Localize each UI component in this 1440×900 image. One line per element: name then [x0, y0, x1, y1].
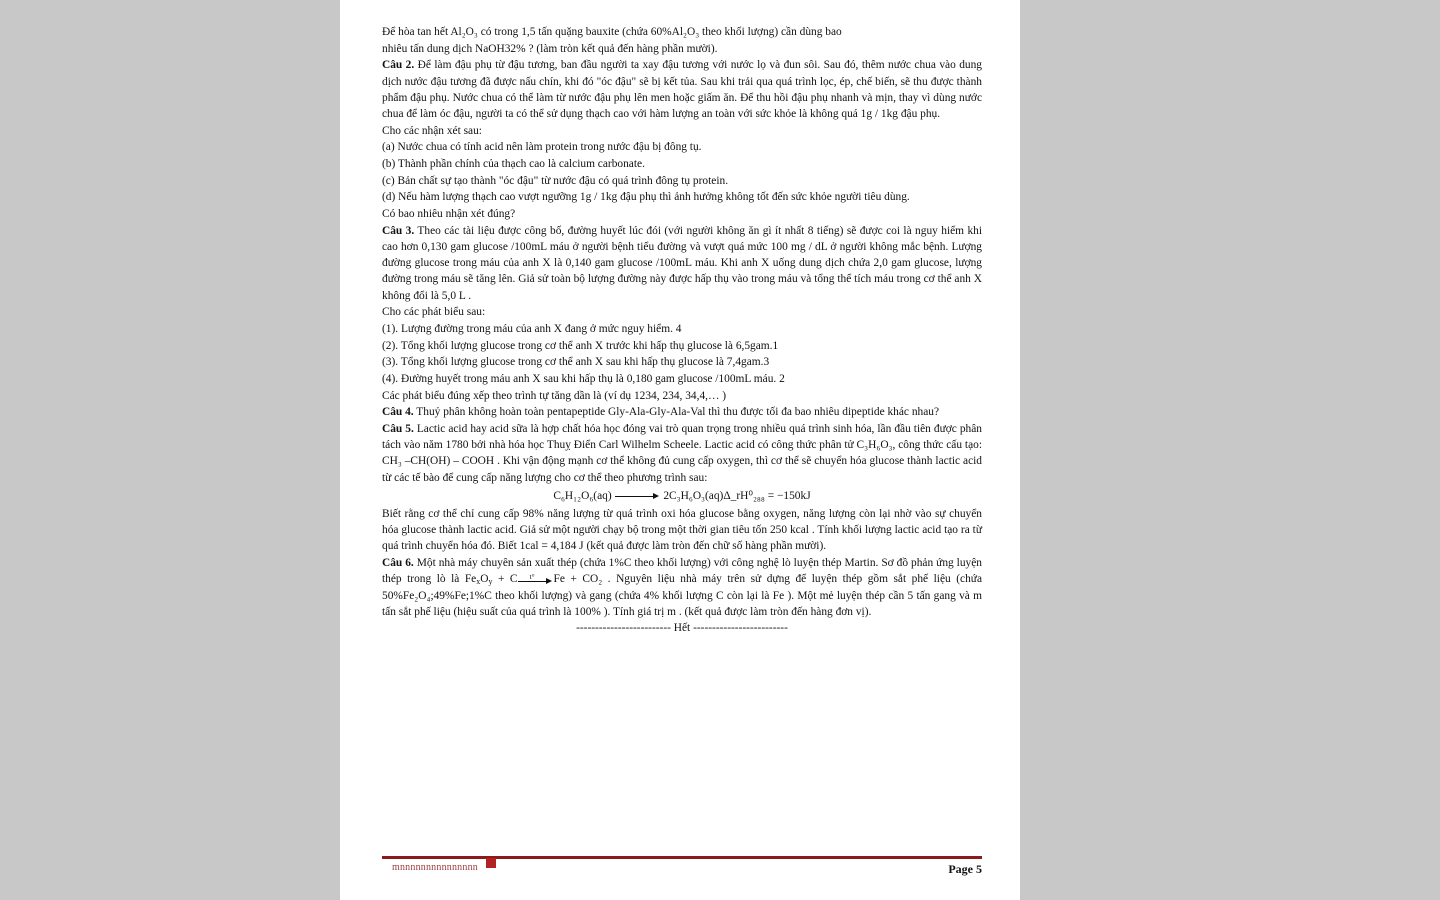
question-6-text-1: Một nhà máy chuyên sản xuất thép (chứa 1%C theo khối lượng) với công nghệ lò luyện thép Martin. Sơ đồ phản ứng luyện thép trong lò là	[382, 557, 982, 586]
footer-watermark: mnnnnnnnnnnnnnnn	[392, 862, 478, 873]
paragraph-question-2	[382, 57, 982, 122]
question-3-label: Câu 3.	[382, 224, 415, 237]
question-3-text: Theo các tài liệu được công bố, đường huyết lúc đói (với người không ăn gì ít nhất 8 tiếng) sẽ được coi là nguy hiểm khi cao hơn 0,130 gam glucose /100mL máu ở người bệnh tiểu đường và vượt quá mức 100 mg / dL ở người không mắc bệnh. Lượng đường glucose trong máu của anh X là 0,140 gam glucose /100mL máu. Khi anh X uống dung dịch chứa 2,0 gam glucose, lượng đường trong máu sẽ tăng lên. Giả sử toàn bộ lượng đường này được hấp thụ vào trong máu và tổng thể tích máu trong cơ thể anh X không đổi là 5,0 L .	[382, 224, 982, 302]
statement-q3-3: (3). Tổng khối lượng glucose trong cơ thể anh X sau khi hấp thụ glucose là 7,4gam.3	[382, 356, 770, 369]
equation-steel-condition: t°	[529, 572, 535, 582]
paragraph-q2-ask: Có bao nhiêu nhận xét đúng?	[382, 208, 516, 221]
equation-steel-plus-c: + C	[492, 573, 518, 586]
equation-steel-o: O	[480, 573, 489, 586]
footer-badge-icon	[486, 858, 496, 868]
question-5-label: Câu 5.	[382, 423, 414, 435]
page-content	[382, 24, 982, 637]
equation-steel	[465, 573, 611, 585]
paragraph-q2-prompt: Cho các nhận xét sau:	[382, 124, 482, 137]
equation-lactic	[382, 488, 982, 504]
equation-steel-right: Fe + CO₂ .	[553, 573, 611, 586]
question-2-label: Câu 2.	[382, 59, 415, 72]
document-page	[340, 0, 1020, 900]
statement-q2-b: (b) Thành phần chính của thạch cao là calcium carbonate.	[382, 158, 645, 170]
question-6-label: Câu 6.	[382, 557, 414, 569]
paragraph-q1-tail-line2: nhiêu tấn dung dịch NaOH32% ? (làm tròn kết quả đến hàng phần mười).	[382, 42, 718, 55]
equation-lactic-right: 2C₃H₆O₃(aq)Δ_rH⁰₂₈₈ = −150kJ	[663, 489, 811, 502]
paragraph-question-3	[382, 223, 982, 304]
question-4-label: Câu 4.	[382, 406, 414, 419]
question-6-text-2: Nguyên liệu nhà máy trên sử dựng để luyện thép gồm sắt phế liệu (chứa 50%Fe₂O₄;49%Fe;1%C theo khối lượng) và gang (chứa 4% khối lượng C còn lại là Fe ). Một mẻ luyện thép cần 5 tấn gang và m tấn sắt phế liệu (hiệu suất của quá trình là 100% ). Tính giá trị m . (kết quả được làm tròn đến hàng đơn vị).	[382, 573, 983, 618]
reaction-arrow-icon	[615, 491, 661, 501]
paragraph-question-4	[382, 404, 982, 420]
end-marker: ------------------------- Hết -------------------------	[576, 622, 788, 635]
equation-steel-fe: Fe	[464, 573, 477, 586]
equation-lactic-left: C₆H₁₂O₆(aq)	[553, 489, 612, 502]
equation-steel-y: y	[488, 577, 493, 587]
question-2-text: Để làm đậu phụ từ đậu tương, ban đầu người ta xay đậu tương với nước lọ và đun sôi. Sau đó, thêm nước chua vào dung dịch nước đậu tương đã được nấu chín, khi đó "óc đậu" sẽ bị kết tủa. Sau khi trải qua quá trình lọc, ép, chế biến, sẽ thu được thành phẩm đậu phụ. Nước chua có thể làm từ nước đậu phụ lên men hoặc giấm ăn. Để thu hồi đậu phụ nhanh và mịn, thay vì dùng nước chua để làm óc đậu, người ta có thể sử dụng thạch cao với hàm lượng an toàn với sức khỏe là không quá 1g / 1kg đậu phụ.	[382, 59, 982, 120]
statement-q3-4: (4). Đường huyết trong máu anh X sau khi hấp thụ là 0,180 gam glucose /100mL máu. 2	[382, 372, 785, 385]
page-footer	[382, 856, 982, 882]
statement-q3-2: (2). Tổng khối lượng glucose trong cơ thể anh X trước khi hấp thụ glucose là 6,5gam.1	[382, 339, 779, 352]
question-5-text: Lactic acid hay acid sữa là hợp chất hóa học đóng vai trò quan trọng trong nhiều quá trình sinh hóa, lần đầu tiên được phân tách vào năm 1780 bởi nhà hóa học Thuỵ Điển Carl Wilhelm Scheele. Lactic acid có công thức phân tử C₃H₆O₃, công thức cấu tạo: CH₃ –CH(OH) – COOH . Khi vận động mạnh cơ thể không đủ cung cấp oxygen, thì cơ thể sẽ chuyển hóa glucose thành lactic acid từ các tế bào để cung cấp năng lượng cho cơ thể theo phương trình sau:	[382, 423, 982, 484]
paragraph-q3-ask: Các phát biểu đúng xếp theo trình tự tăng dần là (ví dụ 1234, 234, 34,4,… )	[382, 389, 727, 402]
paragraph-question-5	[382, 421, 982, 486]
statement-q3-1: (1). Lượng đường trong máu của anh X đang ở mức nguy hiểm. 4	[382, 322, 682, 335]
paragraph-q5-text-2: Biết rằng cơ thể chỉ cung cấp 98% năng lượng từ quá trình oxi hóa glucose bằng oxygen, năng lượng còn lại nhờ vào sự chuyển hóa glucose thành lactic acid. Giả sử một người chạy bộ trong một thời gian tiêu tốn 250 kcal . Tính khối lượng lactic acid tạo ra từ quá trình chuyển hóa đó. Biết 1cal = 4,184 J (kết quả được làm tròn đến chữ số hàng phần mười).	[382, 507, 982, 553]
equation-steel-x: x	[476, 577, 481, 587]
paragraph-q1-tail-line1: Để hòa tan hết Al₂O₃ có trong 1,5 tấn quặng bauxite (chứa 60%Al₂O₃ theo khối lượng) cần dùng bao	[382, 26, 842, 38]
paragraph-q3-prompt: Cho các phát biểu sau:	[382, 306, 486, 319]
question-4-text: Thuỷ phân không hoàn toàn pentapeptide Gly-Ala-Gly-Ala-Val thì thu được tối đa bao nhiêu dipeptide khác nhau?	[413, 406, 940, 419]
reaction-arrow-temp-icon	[518, 574, 554, 585]
statement-q2-d: (d) Nếu hàm lượng thạch cao vượt ngưỡng 1g / 1kg đậu phụ thì ảnh hưởng không tốt đến sức khỏe người tiêu dùng.	[382, 191, 910, 204]
footer-divider	[382, 856, 982, 859]
statement-q2-a: (a) Nước chua có tính acid nên làm protein trong nước đậu bị đông tụ.	[382, 141, 702, 154]
paragraph-question-6	[382, 555, 982, 620]
page-number: Page 5	[948, 862, 982, 876]
statement-q2-c: (c) Bản chất sự tạo thành "óc đậu" từ nước đậu có quá trình đông tụ protein.	[382, 174, 729, 187]
